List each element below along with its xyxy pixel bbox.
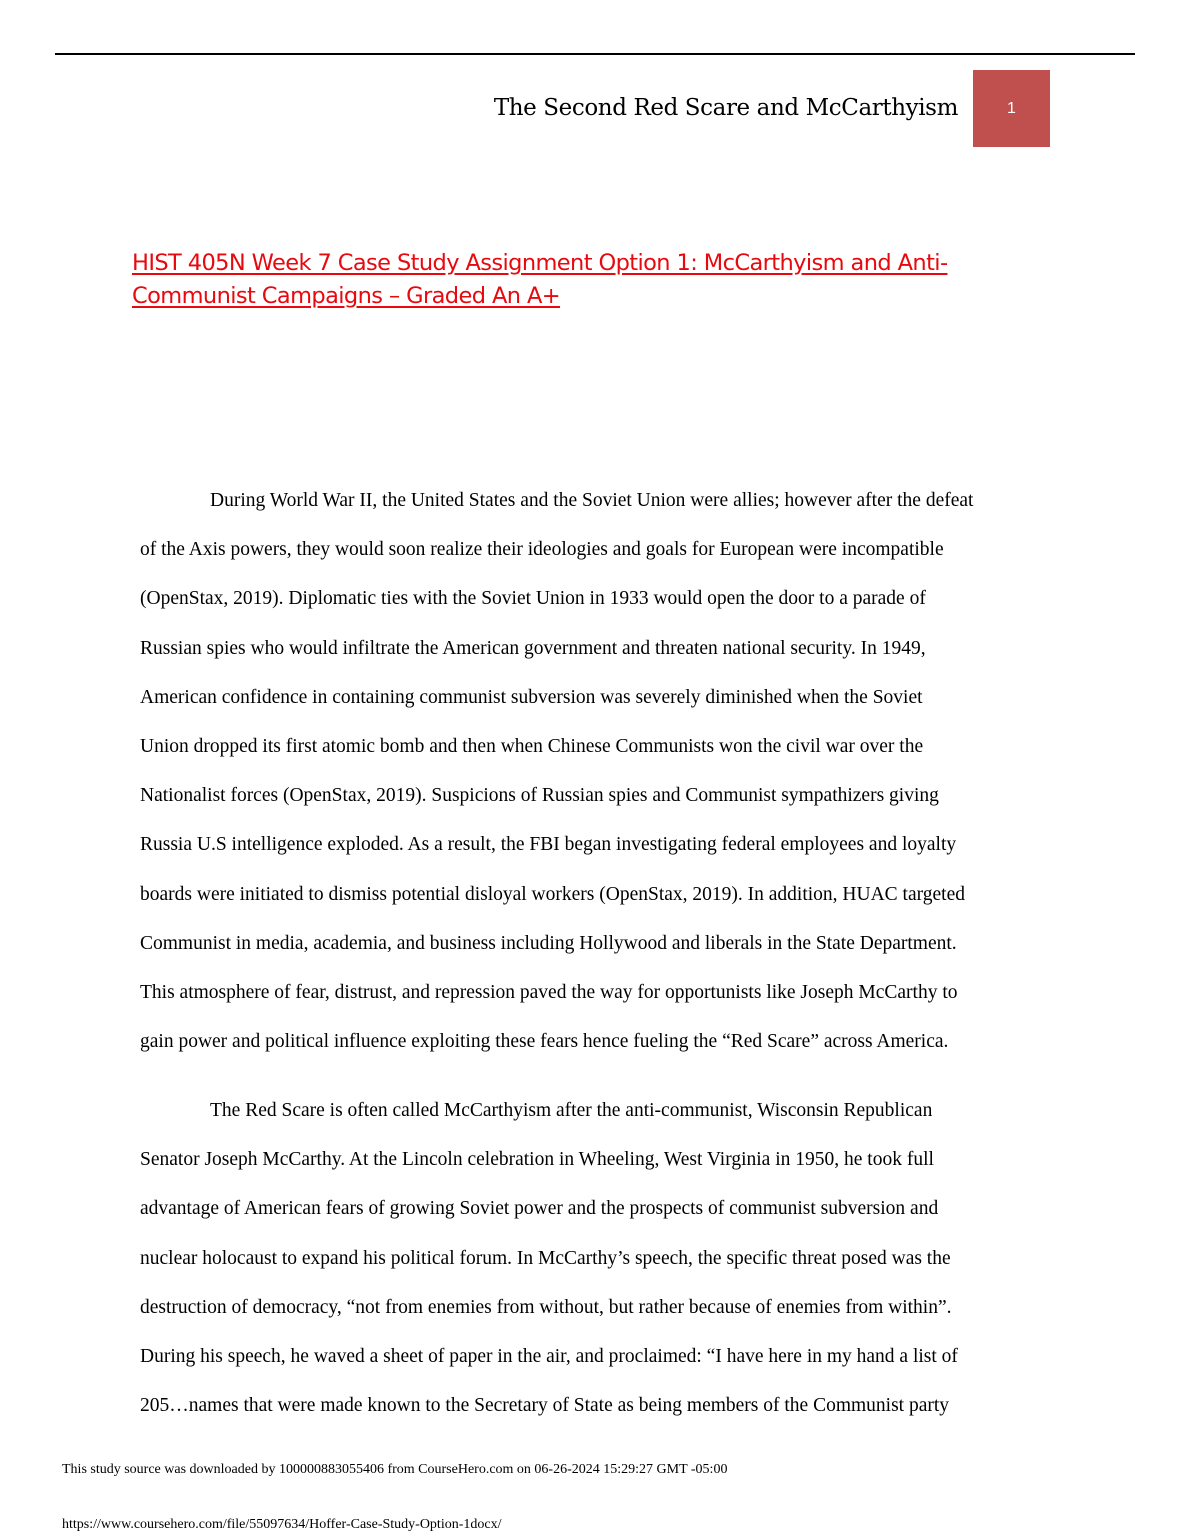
page-number: 1 xyxy=(1007,99,1016,117)
paragraph-line: Russian spies who would infiltrate the American government and threaten national security. In 1949, xyxy=(140,637,926,659)
paragraph-line: During his speech, he waved a sheet of paper in the air, and proclaimed: “I have here in my hand a list of xyxy=(140,1346,958,1368)
footer-source-note: This study source was downloaded by 100000883055406 from CourseHero.com on 06-26-2024 15:29:27 GMT -05:00 xyxy=(62,1462,728,1477)
paragraph-line: This atmosphere of fear, distrust, and repression paved the way for opportunists like Joseph McCarthy to xyxy=(140,982,958,1004)
page-number-badge xyxy=(973,70,1050,147)
paragraph-line: Union dropped its first atomic bomb and then when Chinese Communists won the civil war over the xyxy=(140,736,924,758)
paragraph-line: advantage of American fears of growing Soviet power and the prospects of communist subversion and xyxy=(140,1198,939,1220)
paragraph-line: of the Axis powers, they would soon realize their ideologies and goals for European were incompatible xyxy=(140,539,944,561)
paragraph-line: 205…names that were made known to the Secretary of State as being members of the Communist party xyxy=(140,1395,950,1417)
paragraph-line: destruction of democracy, “not from enemies from without, but rather because of enemies from within”. xyxy=(140,1296,952,1318)
paragraph-line: Nationalist forces (OpenStax, 2019). Suspicions of Russian spies and Communist sympathizers giving xyxy=(140,785,939,807)
paragraph-line: Senator Joseph McCarthy. At the Lincoln celebration in Wheeling, West Virginia in 1950, he took full xyxy=(140,1149,934,1171)
paragraph-1 xyxy=(140,476,1050,1066)
paragraph-line: boards were initiated to dismiss potential disloyal workers (OpenStax, 2019). In addition, HUAC targeted xyxy=(140,883,965,905)
paragraph-line: (OpenStax, 2019). Diplomatic ties with the Soviet Union in 1933 would open the door to a parade of xyxy=(140,588,926,610)
footer-url-link[interactable]: https://www.coursehero.com/file/55097634/Hoffer-Case-Study-Option-1docx/ xyxy=(62,1517,502,1532)
paragraph-line: nuclear holocaust to expand his political forum. In McCarthy’s speech, the specific threat posed was the xyxy=(140,1247,951,1269)
paragraph-2 xyxy=(140,1086,1050,1430)
paragraph-line: American confidence in containing communist subversion was severely diminished when the Soviet xyxy=(140,686,923,708)
paragraph-line: Communist in media, academia, and business including Hollywood and liberals in the State Department. xyxy=(140,932,957,954)
paragraph-line: During World War II, the United States and the Soviet Union were allies; however after the defeat xyxy=(210,490,974,511)
header-rule xyxy=(55,53,1135,55)
document-title-link[interactable] xyxy=(132,247,1052,313)
running-head-title: The Second Red Scare and McCarthyism xyxy=(493,95,958,121)
title-line-1: HIST 405N Week 7 Case Study Assignment Option 1: McCarthyism and Anti- xyxy=(132,250,948,276)
paragraph-line: The Red Scare is often called McCarthyism after the anti-communist, Wisconsin Republican xyxy=(210,1100,933,1121)
title-line-2: Communist Campaigns – Graded An A+ xyxy=(132,283,561,309)
paragraph-line: gain power and political influence exploiting these fears hence fueling the “Red Scare” across America. xyxy=(140,1031,949,1053)
paragraph-line: Russia U.S intelligence exploded. As a result, the FBI began investigating federal employees and loyalty xyxy=(140,834,957,856)
